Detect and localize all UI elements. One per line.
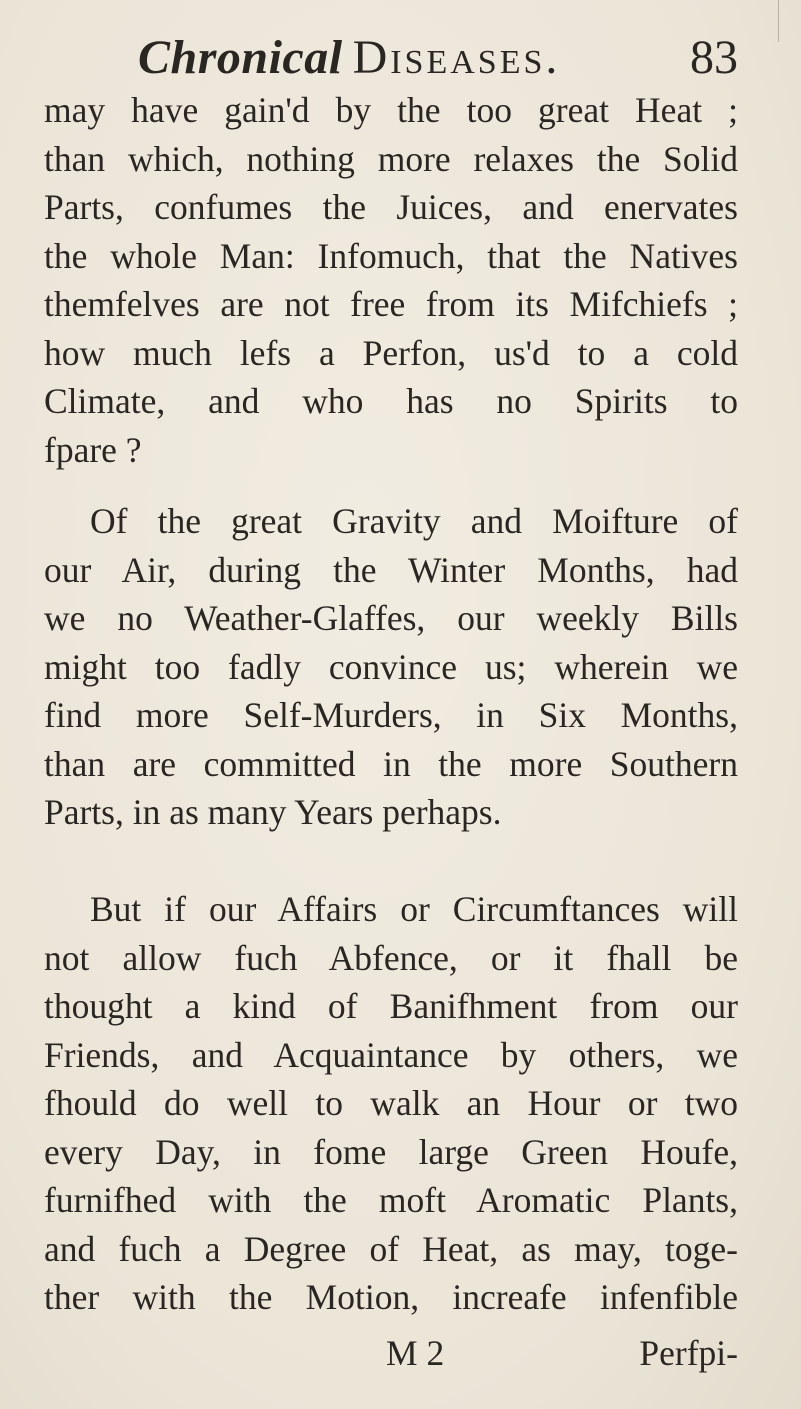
paragraph-line: ther with the Motion, increafe infenfible (44, 1277, 738, 1317)
paragraph-line: might too fadly convince us; wherein we (44, 646, 738, 687)
paragraph-line: Of the great Gravity and Moifture of (90, 501, 738, 541)
paragraph-line: Parts, in as many Years perhaps. (44, 792, 502, 832)
paragraph-line: fpare ? (44, 429, 142, 470)
signature-mark: M 2 (386, 1333, 445, 1373)
page-number: 83 (690, 31, 738, 84)
paragraph-line: furnifhed with the moft Aromatic Plants, (44, 1180, 738, 1220)
paragraph-line: themfelves are not free from its Mifchiefs ; (44, 284, 738, 324)
running-head (138, 26, 738, 90)
page-edge-mark (778, 0, 779, 42)
catchword: Perfpi- (639, 1333, 738, 1373)
paragraph-line: Climate, and who has no Spirits to (44, 381, 738, 421)
page-footer (44, 1328, 738, 1378)
paragraph-line: we no Weather-Glaffes, our weekly Bills (44, 598, 738, 638)
paragraph-line: every Day, in fome large Green Houfe, (44, 1131, 738, 1172)
paragraph-line: fhould do well to walk an Hour or two (44, 1083, 738, 1123)
running-head-title: Chronical (138, 31, 343, 84)
paragraph-line: Parts, confumes the Juices, and enervates (44, 187, 738, 227)
paragraph-line: how much lefs a Perfon, us'd to a cold (44, 332, 738, 373)
paragraph-3 (44, 885, 738, 1322)
running-head-title-caps: Diseases. (352, 31, 561, 84)
paragraph-line: But if our Affairs or Circumftances will (90, 889, 738, 929)
paragraph-line: than are committed in the more Southern (44, 743, 738, 784)
paragraph-line: not allow fuch Abfence, or it fhall be (44, 937, 738, 978)
paragraph-line: than which, nothing more relaxes the Solid (44, 138, 738, 179)
paragraph-1 (44, 86, 738, 474)
paragraph-line: our Air, during the Winter Months, had (44, 549, 738, 590)
paragraph-line: find more Self-Murders, in Six Months, (44, 695, 738, 735)
paragraph-line: Friends, and Acquaintance by others, we (44, 1034, 738, 1075)
paragraph-2 (44, 497, 738, 837)
paragraph-line: the whole Man: Infomuch, that the Natives (44, 235, 738, 276)
paragraph-line: thought a kind of Banifhment from our (44, 986, 738, 1026)
paragraph-line: may have gain'd by the too great Heat ; (44, 90, 738, 130)
paragraph-line: and fuch a Degree of Heat, as may, toge- (44, 1228, 738, 1269)
